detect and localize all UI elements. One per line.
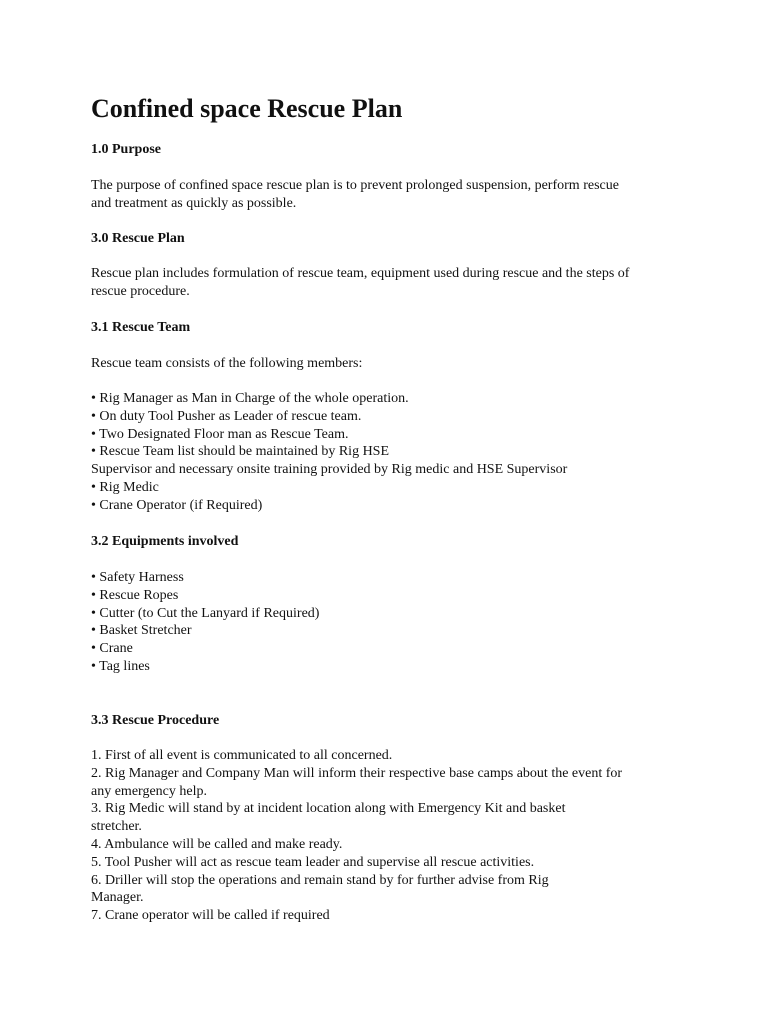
list-item: • Rig Manager as Man in Charge of the whole operation. [91,391,409,406]
list-item: • On duty Tool Pusher as Leader of rescue team. [91,408,362,424]
list-item: • Basket Stretcher [91,623,192,639]
section-heading-rescue-team: 3.1 Rescue Team [91,320,191,335]
text-line: The purpose of confined space rescue plan is to prevent prolonged suspension, perform rescue [91,178,619,193]
document-title: Confined space Rescue Plan [91,94,403,123]
list-item: 6. Driller will stop the operations and remain stand by for further advise from Rig [91,872,549,888]
text-line: and treatment as quickly as possible. [91,195,297,211]
list-item: • Crane [91,641,133,657]
list-item: • Rescue Ropes [91,587,179,603]
rescue-team-list [91,390,567,515]
list-item: 5. Tool Pusher will act as rescue team leader and supervise all rescue activities. [91,854,535,870]
list-item: 3. Rig Medic will stand by at incident location along with Emergency Kit and basket [91,801,566,817]
text-line: rescue procedure. [91,283,190,299]
section-heading-equipments: 3.2 Equipments involved [91,534,239,549]
text-line: Rescue plan includes formulation of rescue team, equipment used during rescue and the steps of [91,266,630,281]
list-item: stretcher. [91,819,142,835]
section-body-purpose [91,177,619,213]
section-heading-procedure: 3.3 Rescue Procedure [91,713,220,728]
rescue-team-intro: Rescue team consists of the following members: [91,356,363,371]
list-item: Manager. [91,890,144,906]
list-item: • Safety Harness [91,570,184,585]
equipments-list [91,569,319,676]
list-item: • Crane Operator (if Required) [91,497,263,513]
list-item: any emergency help. [91,783,207,799]
list-item: 7. Crane operator will be called if required [91,908,330,924]
list-item: 4. Ambulance will be called and make ready. [91,836,343,852]
list-item: 1. First of all event is communicated to all concerned. [91,748,393,763]
procedure-list [91,747,622,925]
list-item: • Tag lines [91,658,150,674]
list-item: • Rescue Team list should be maintained by Rig HSE [91,444,390,460]
list-item: Supervisor and necessary onsite training provided by Rig medic and HSE Supervisor [91,462,568,478]
list-item: 2. Rig Manager and Company Man will inform their respective base camps about the event for [91,765,623,781]
list-item: • Cutter (to Cut the Lanyard if Required) [91,605,320,621]
list-item: • Two Designated Floor man as Rescue Team. [91,426,349,442]
section-heading-purpose: 1.0 Purpose [91,142,161,157]
section-body-rescue-plan [91,265,629,301]
list-item: • Rig Medic [91,479,159,495]
section-heading-rescue-plan: 3.0 Rescue Plan [91,231,185,246]
